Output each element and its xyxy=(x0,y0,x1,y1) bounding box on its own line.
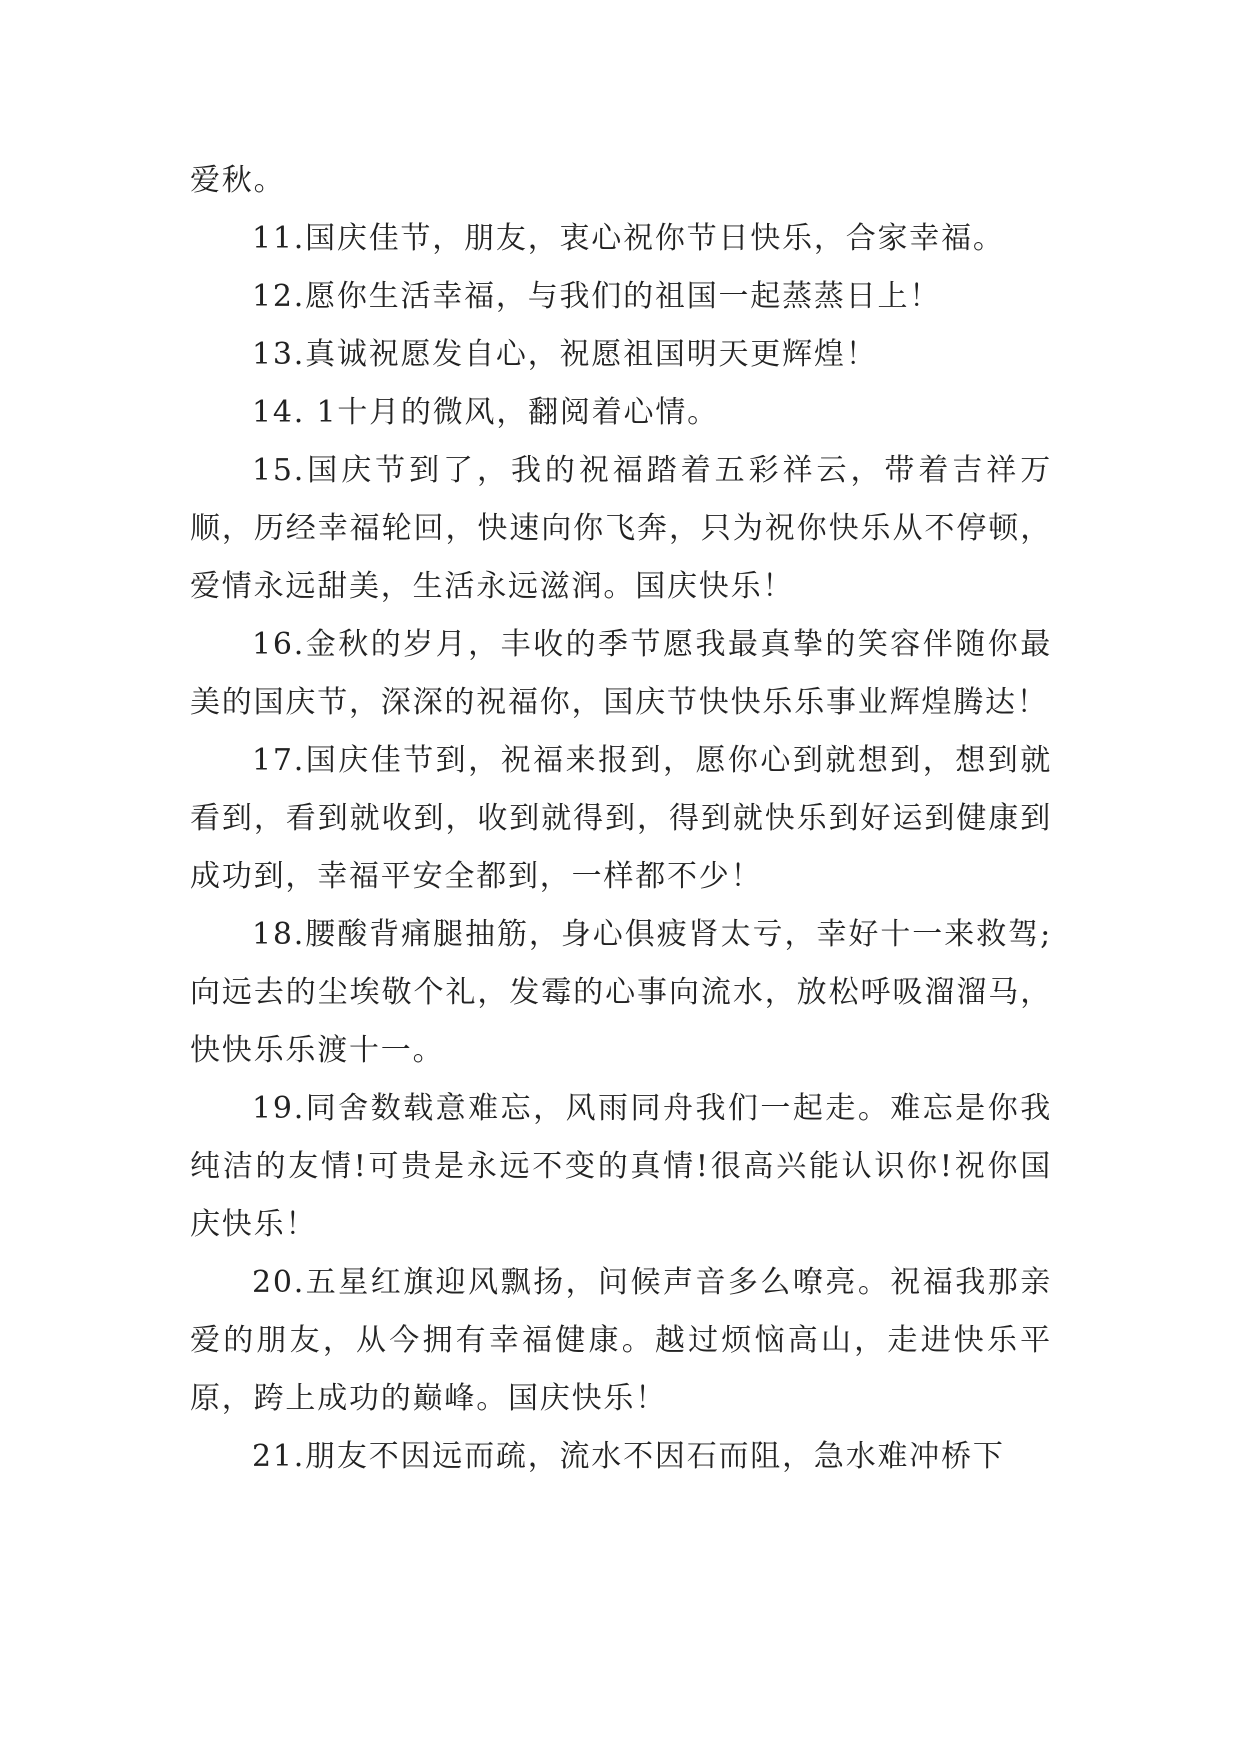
paragraph-item-18: 18.腰酸背痛腿抽筋，身心俱疲肾太亏，幸好十一来救驾;向远去的尘埃敬个礼，发霉的心事向流水，放松呼吸溜溜马，快快乐乐渡十一。 xyxy=(190,917,1052,1068)
paragraph-item-14: 14. 1十月的微风，翻阅着心情。 xyxy=(252,395,719,430)
paragraph-item-19: 19.同舍数载意难忘，风雨同舟我们一起走。难忘是你我纯洁的友情!可贵是永远不变的真情!很高兴能认识你!祝你国庆快乐！ xyxy=(190,1091,1052,1242)
paragraph-item-11: 11.国庆佳节，朋友，衷心祝你节日快乐，合家幸福。 xyxy=(252,221,1005,256)
paragraph-item-15: 15.国庆节到了，我的祝福踏着五彩祥云，带着吉祥万顺，历经幸福轮回，快速向你飞奔，只为祝你快乐从不停顿，爱情永远甜美，生活永远滋润。国庆快乐！ xyxy=(190,453,1052,604)
paragraph-continuation: 爱秋。 xyxy=(190,163,286,198)
paragraph-item-13: 13.真诚祝愿发自心，祝愿祖国明天更辉煌！ xyxy=(252,337,878,372)
paragraph-item-12: 12.愿你生活幸福，与我们的祖国一起蒸蒸日上！ xyxy=(252,279,942,314)
paragraph-item-21: 21.朋友不因远而疏，流水不因石而阻，急水难冲桥下 xyxy=(252,1439,1005,1474)
paragraph-item-17: 17.国庆佳节到，祝福来报到，愿你心到就想到，想到就看到，看到就收到，收到就得到，得到就快乐到好运到健康到成功到，幸福平安全都到，一样都不少！ xyxy=(190,743,1052,894)
paragraph-item-20: 20.五星红旗迎风飘扬，问候声音多么嘹亮。祝福我那亲爱的朋友，从今拥有幸福健康。越过烦恼高山，走进快乐平原，跨上成功的巅峰。国庆快乐！ xyxy=(190,1265,1052,1416)
document-body xyxy=(190,152,1052,1486)
paragraph-item-16: 16.金秋的岁月，丰收的季节愿我最真挚的笑容伴随你最美的国庆节，深深的祝福你，国庆节快快乐乐事业辉煌腾达！ xyxy=(190,627,1052,720)
